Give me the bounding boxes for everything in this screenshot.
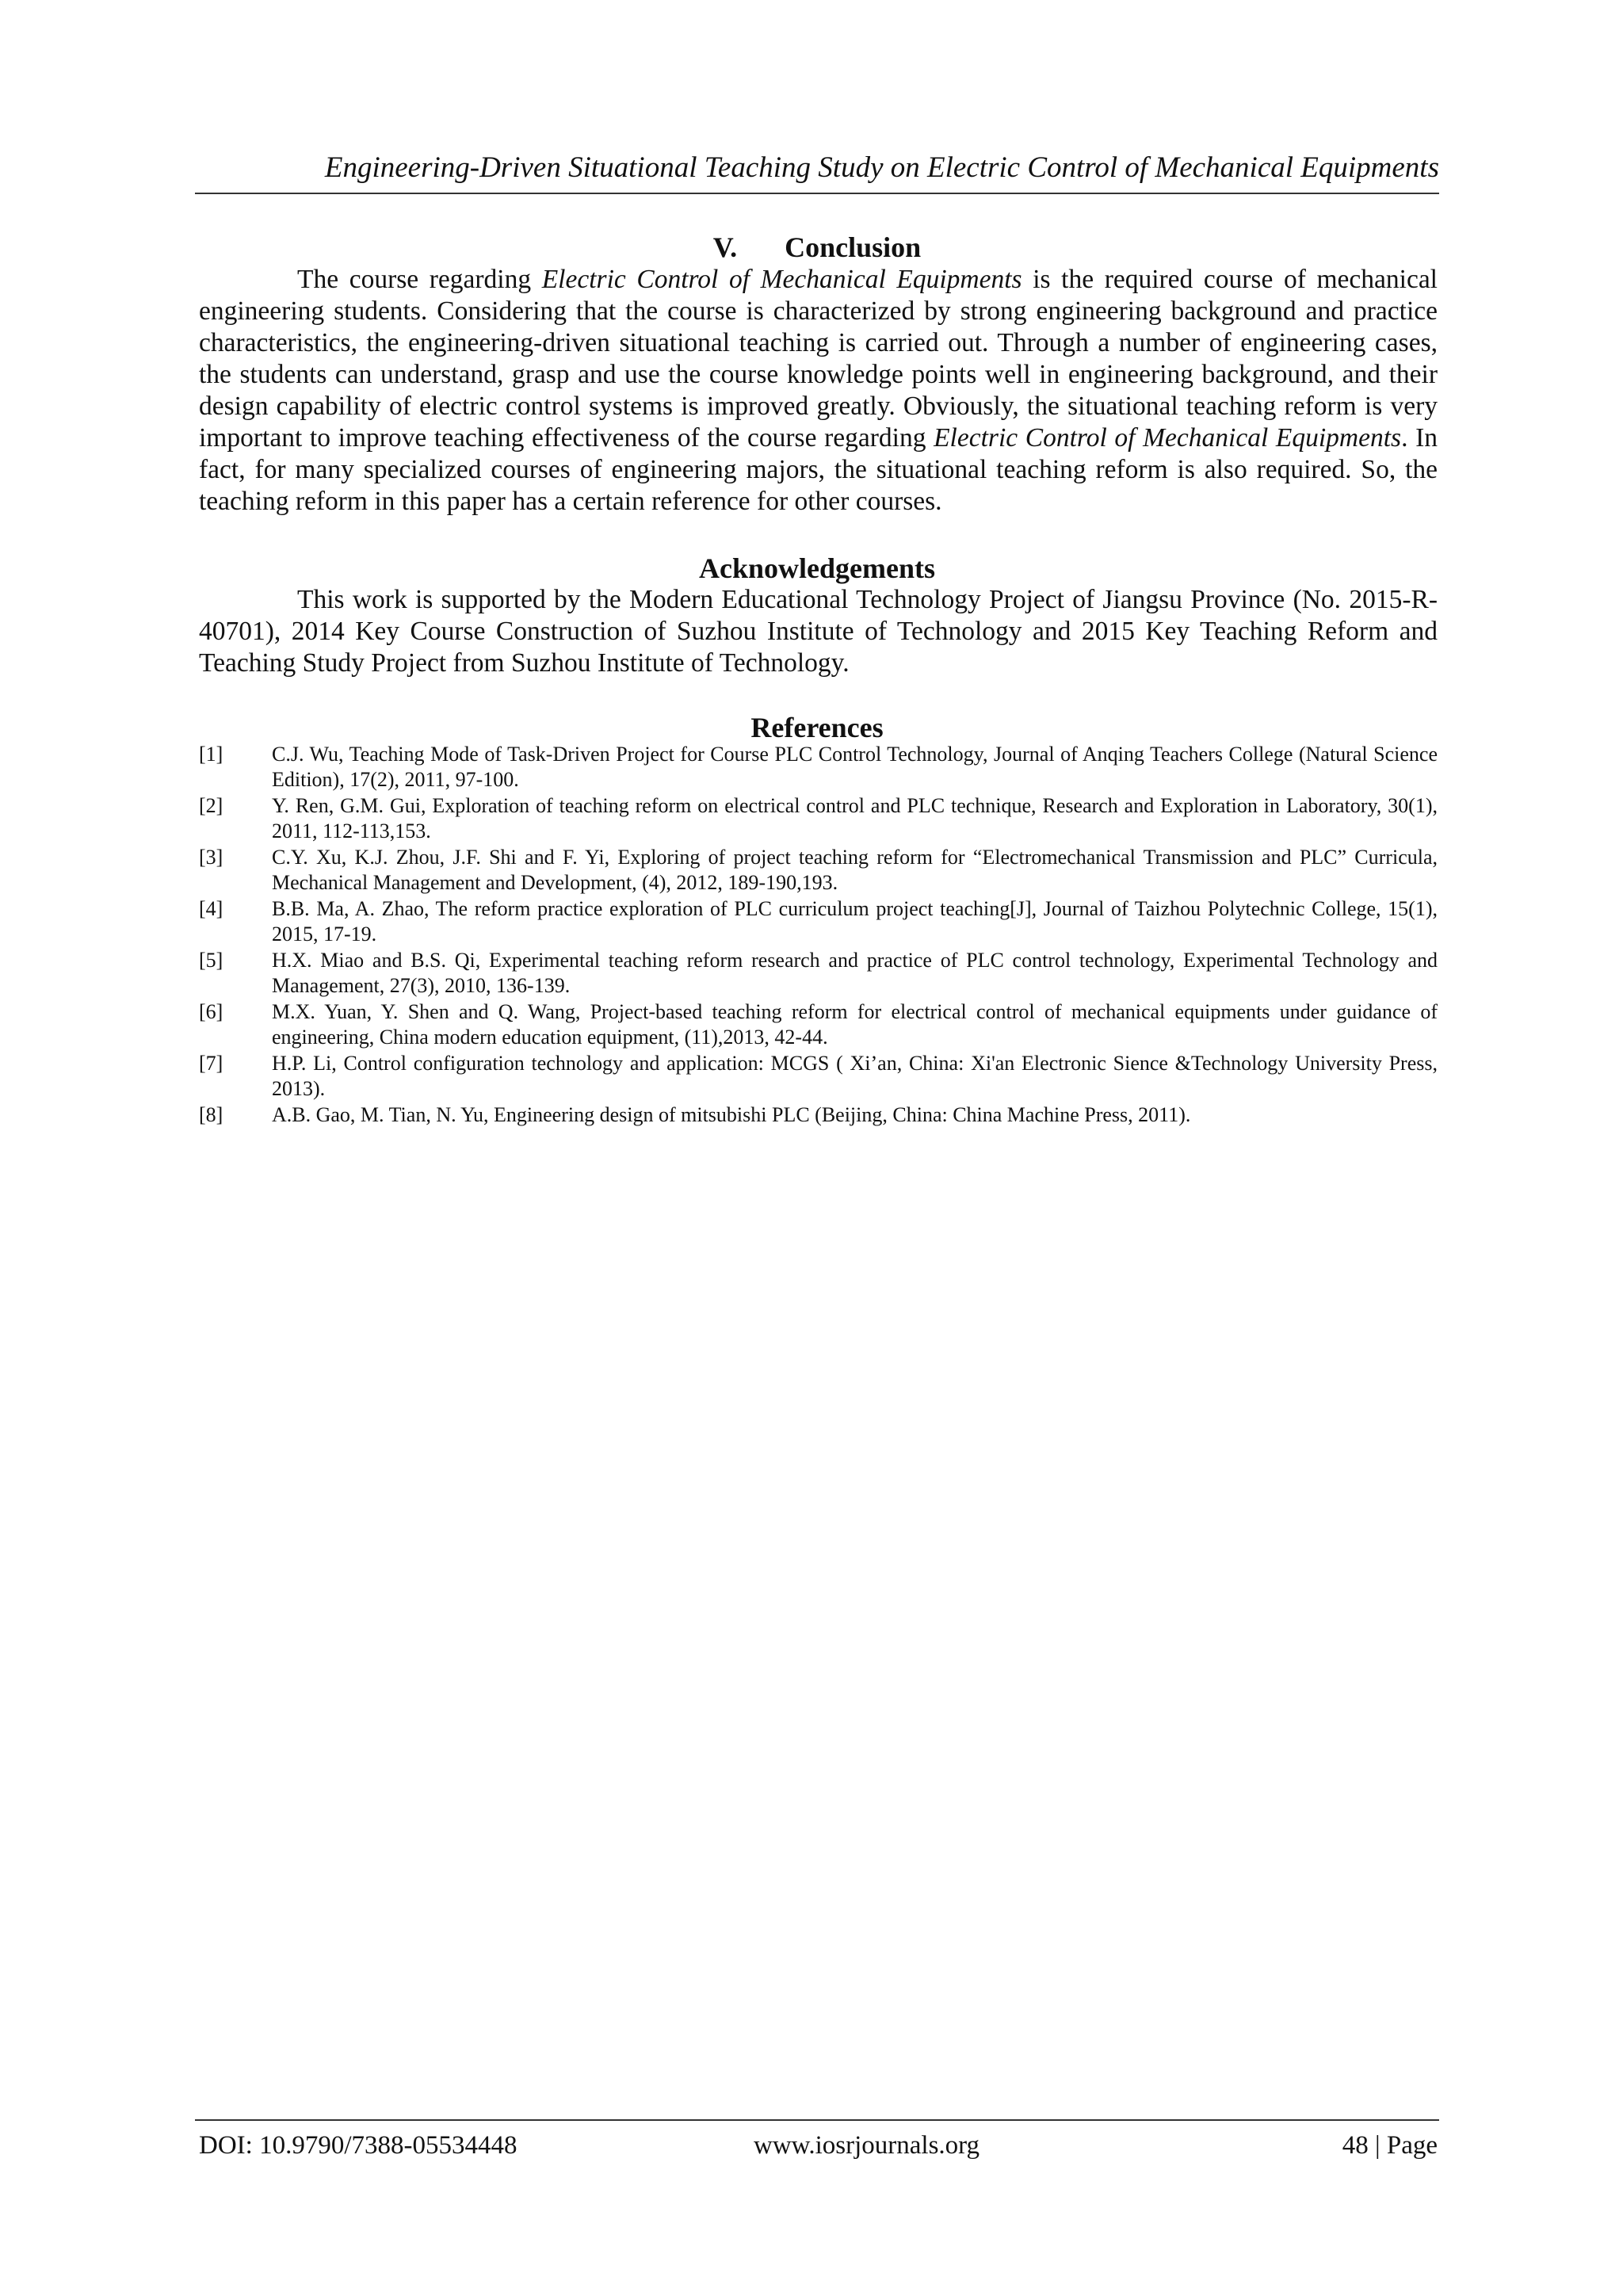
reference-text: M.X. Yuan, Y. Shen and Q. Wang, Project-based teaching reform for electrical control of mechanical equipments under guidance of engineering, China modern education equipment, (11),2013, 42-44.	[272, 1000, 1438, 1049]
section-title: Conclusion	[785, 231, 922, 263]
doi-label: DOI: 10.9790/7388-05534448	[199, 2131, 517, 2160]
references-heading: References	[750, 712, 884, 743]
conclusion-text-mid: is the required course of mechanical engineering students. Considering that the course is characterized by strong engineering background and practice characteristics, the engineering-driven situational teaching is carried out. Through a number of engineering cases, the students can understand, grasp and use the course knowledge points well in engineering background, and their design capability of electric control systems is improved greatly. Obviously, the situational teaching reform is very important to improve teaching effectiveness of the course regarding	[199, 265, 1438, 453]
acknowledgements-heading: Acknowledgements	[699, 552, 935, 584]
header-divider	[195, 193, 1439, 194]
page-number: 48 | Page	[1342, 2131, 1438, 2160]
reference-number: [6]	[199, 1000, 223, 1023]
running-header-title: Engineering-Driven Situational Teaching Study on Electric Control of Mechanical Equipments	[324, 151, 1439, 184]
reference-text: H.X. Miao and B.S. Qi, Experimental teaching reform research and practice of PLC control technology, Experimental Technology and Management, 27(3), 2010, 136-139.	[272, 949, 1438, 997]
acknowledgements-paragraph: This work is supported by the Modern Educational Technology Project of Jiangsu Province (No. 2015-R-40701), 2014 Key Course Construction of Suzhou Institute of Technology and 2015 Key Teaching Reform and Teaching Study Project from Suzhou Institute of Technology.	[199, 585, 1438, 678]
reference-number: [4]	[199, 897, 223, 920]
section-number: V.	[712, 231, 738, 263]
reference-text: Y. Ren, G.M. Gui, Exploration of teaching reform on electrical control and PLC technique, Research and Exploration in Laboratory, 30(1), 2011, 112-113,153.	[272, 794, 1438, 842]
reference-number: [5]	[199, 949, 223, 972]
reference-number: [2]	[199, 794, 223, 817]
reference-number: [1]	[199, 743, 223, 766]
reference-item	[199, 845, 1438, 895]
reference-item	[199, 999, 1438, 1049]
footer-divider	[195, 2119, 1439, 2121]
reference-item	[199, 896, 1438, 946]
conclusion-text-intro: The course regarding	[297, 265, 542, 294]
references-list	[199, 742, 1438, 1129]
page-footer	[199, 2128, 1438, 2163]
reference-text: C.J. Wu, Teaching Mode of Task-Driven Project for Course PLC Control Technology, Journal of Anqing Teachers College (Natural Science Edition), 17(2), 2011, 97-100.	[272, 743, 1438, 791]
reference-item	[199, 793, 1438, 843]
reference-item	[199, 948, 1438, 998]
conclusion-heading	[195, 231, 1439, 263]
reference-number: [3]	[199, 846, 223, 869]
conclusion-paragraph	[199, 264, 1438, 518]
reference-number: [8]	[199, 1103, 223, 1126]
reference-text: A.B. Gao, M. Tian, N. Yu, Engineering design of mitsubishi PLC (Beijing, China: China Machine Press, 2011).	[272, 1103, 1191, 1126]
reference-text: H.P. Li, Control configuration technology and application: MCGS ( Xi’an, China: Xi'an Electronic Sience &Technology University Press, 2013).	[272, 1052, 1438, 1100]
reference-text: B.B. Ma, A. Zhao, The reform practice exploration of PLC curriculum project teaching[J], Journal of Taizhou Polytechnic College, 15(1), 2015, 17-19.	[272, 897, 1438, 946]
reference-item	[199, 742, 1438, 792]
journal-website-link[interactable]: www.iosrjournals.org	[754, 2131, 980, 2160]
reference-number: [7]	[199, 1052, 223, 1075]
course-name-italic: Electric Control of Mechanical Equipments	[934, 423, 1402, 453]
reference-item	[199, 1051, 1438, 1101]
course-name-italic: Electric Control of Mechanical Equipments	[541, 265, 1022, 294]
conclusion-text-end: . In fact, for many specialized courses of engineering majors, the situational teaching reform is also required. So, the teaching reform in this paper has a certain reference for other courses.	[199, 423, 1438, 516]
reference-text: C.Y. Xu, K.J. Zhou, J.F. Shi and F. Yi, Exploring of project teaching reform for “Electromechanical Transmission and PLC” Curricula, Mechanical Management and Development, (4), 2012, 189-190,193.	[272, 846, 1438, 894]
reference-item	[199, 1102, 1438, 1128]
